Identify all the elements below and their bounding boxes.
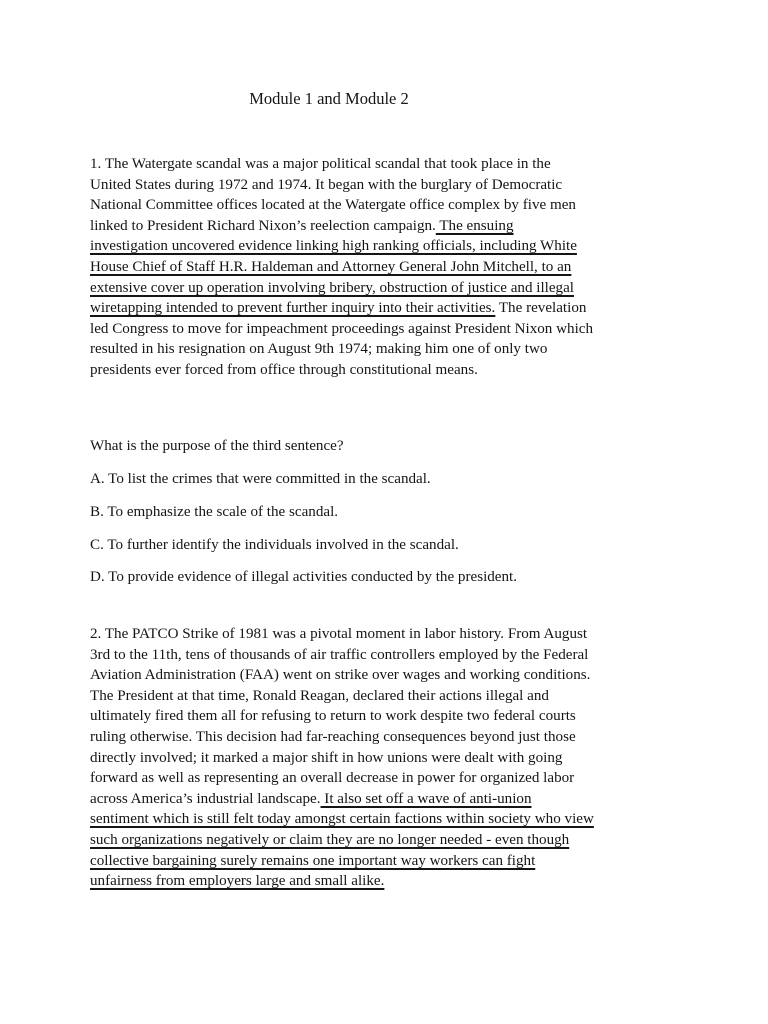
underlined-text-segment: such organizations negatively or claim they are no longer needed - even though bbox=[90, 831, 570, 848]
text-segment: resulted in his resignation on August 9th 1974; making him one of only two bbox=[90, 341, 548, 358]
underlined-text-segment: collective bargaining surely remains one important way workers can fight bbox=[90, 852, 536, 869]
text-line bbox=[90, 257, 690, 278]
text-segment: 1. The Watergate scandal was a major political scandal that took place in the bbox=[90, 156, 551, 172]
text-segment: across America’s industrial landscape. bbox=[90, 790, 321, 807]
text-line bbox=[90, 236, 690, 257]
text-segment: linked to President Richard Nixon’s reelection campaign. bbox=[90, 217, 436, 234]
text-line bbox=[90, 339, 690, 360]
passage-1-watergate bbox=[90, 154, 690, 381]
underlined-text-segment: House Chief of Staff H.R. Haldeman and Attorney General John Mitchell, to an bbox=[90, 258, 572, 275]
text-line bbox=[90, 768, 690, 789]
text-line bbox=[90, 665, 690, 686]
text-line bbox=[90, 645, 690, 666]
document-title: Module 1 and Module 2 bbox=[249, 89, 409, 108]
text-line bbox=[90, 851, 690, 872]
text-segment: ultimately fired them all for refusing to return to work despite two federal courts bbox=[90, 708, 576, 725]
text-line bbox=[90, 706, 690, 727]
question-1-options bbox=[90, 469, 690, 600]
text-line bbox=[90, 195, 690, 216]
text-line bbox=[90, 624, 690, 645]
text-line bbox=[90, 360, 690, 381]
underlined-text-segment: It also set off a wave of anti-union bbox=[320, 790, 532, 807]
option-c: C. To further identify the individuals involved in the scandal. bbox=[90, 536, 459, 553]
passage-2-patco bbox=[90, 624, 690, 892]
text-line bbox=[90, 686, 690, 707]
option-a: A. To list the crimes that were committed in the scandal. bbox=[90, 471, 431, 487]
text-segment: presidents ever forced from office through constitutional means. bbox=[90, 361, 478, 378]
text-segment: The President at that time, Ronald Reagan, declared their actions illegal and bbox=[90, 687, 549, 704]
text-line bbox=[90, 789, 690, 810]
text-line bbox=[90, 319, 690, 340]
option-d: D. To provide evidence of illegal activities conducted by the president. bbox=[90, 569, 518, 586]
text-line bbox=[90, 278, 690, 299]
underlined-text-segment: unfairness from employers large and small alike. bbox=[90, 873, 385, 890]
text-line bbox=[90, 830, 690, 851]
text-line bbox=[90, 871, 690, 892]
text-line bbox=[90, 175, 690, 196]
text-segment: forward as well as representing an overall decrease in power for organized labor bbox=[90, 770, 575, 787]
text-segment: led Congress to move for impeachment proceedings against President Nixon which bbox=[90, 320, 594, 337]
underlined-text-segment: sentiment which is still felt today amongst certain factions within society who view bbox=[90, 811, 594, 828]
text-segment: ruling otherwise. This decision had far-reaching consequences beyond just those bbox=[90, 728, 576, 745]
underlined-text-segment: extensive cover up operation involving bribery, obstruction of justice and illegal bbox=[90, 279, 574, 296]
text-line bbox=[90, 727, 690, 748]
underlined-text-segment: wiretapping intended to prevent further inquiry into their activities. bbox=[90, 300, 496, 317]
text-line bbox=[90, 748, 690, 769]
text-segment: 2. The PATCO Strike of 1981 was a pivotal moment in labor history. From August bbox=[90, 626, 588, 642]
question-1-text: What is the purpose of the third sentence? bbox=[90, 438, 344, 454]
text-segment: United States during 1972 and 1974. It began with the burglary of Democratic bbox=[90, 176, 563, 193]
text-segment: Aviation Administration (FAA) went on strike over wages and working conditions. bbox=[90, 667, 591, 684]
text-line bbox=[90, 154, 690, 175]
text-segment: directly involved; it marked a major shift in how unions were dealt with going bbox=[90, 749, 563, 766]
text-line bbox=[90, 216, 690, 237]
text-line bbox=[90, 298, 690, 319]
underlined-text-segment: investigation uncovered evidence linking high ranking officials, including White bbox=[90, 238, 577, 255]
text-segment: The revelation bbox=[495, 300, 587, 317]
text-segment: 3rd to the 11th, tens of thousands of air traffic controllers employed by the Federal bbox=[90, 646, 589, 663]
option-b: B. To emphasize the scale of the scandal. bbox=[90, 503, 339, 520]
underlined-text-segment: The ensuing bbox=[435, 217, 514, 234]
text-segment: National Committee offices located at the Watergate office complex by five men bbox=[90, 197, 576, 214]
text-line bbox=[90, 809, 690, 830]
